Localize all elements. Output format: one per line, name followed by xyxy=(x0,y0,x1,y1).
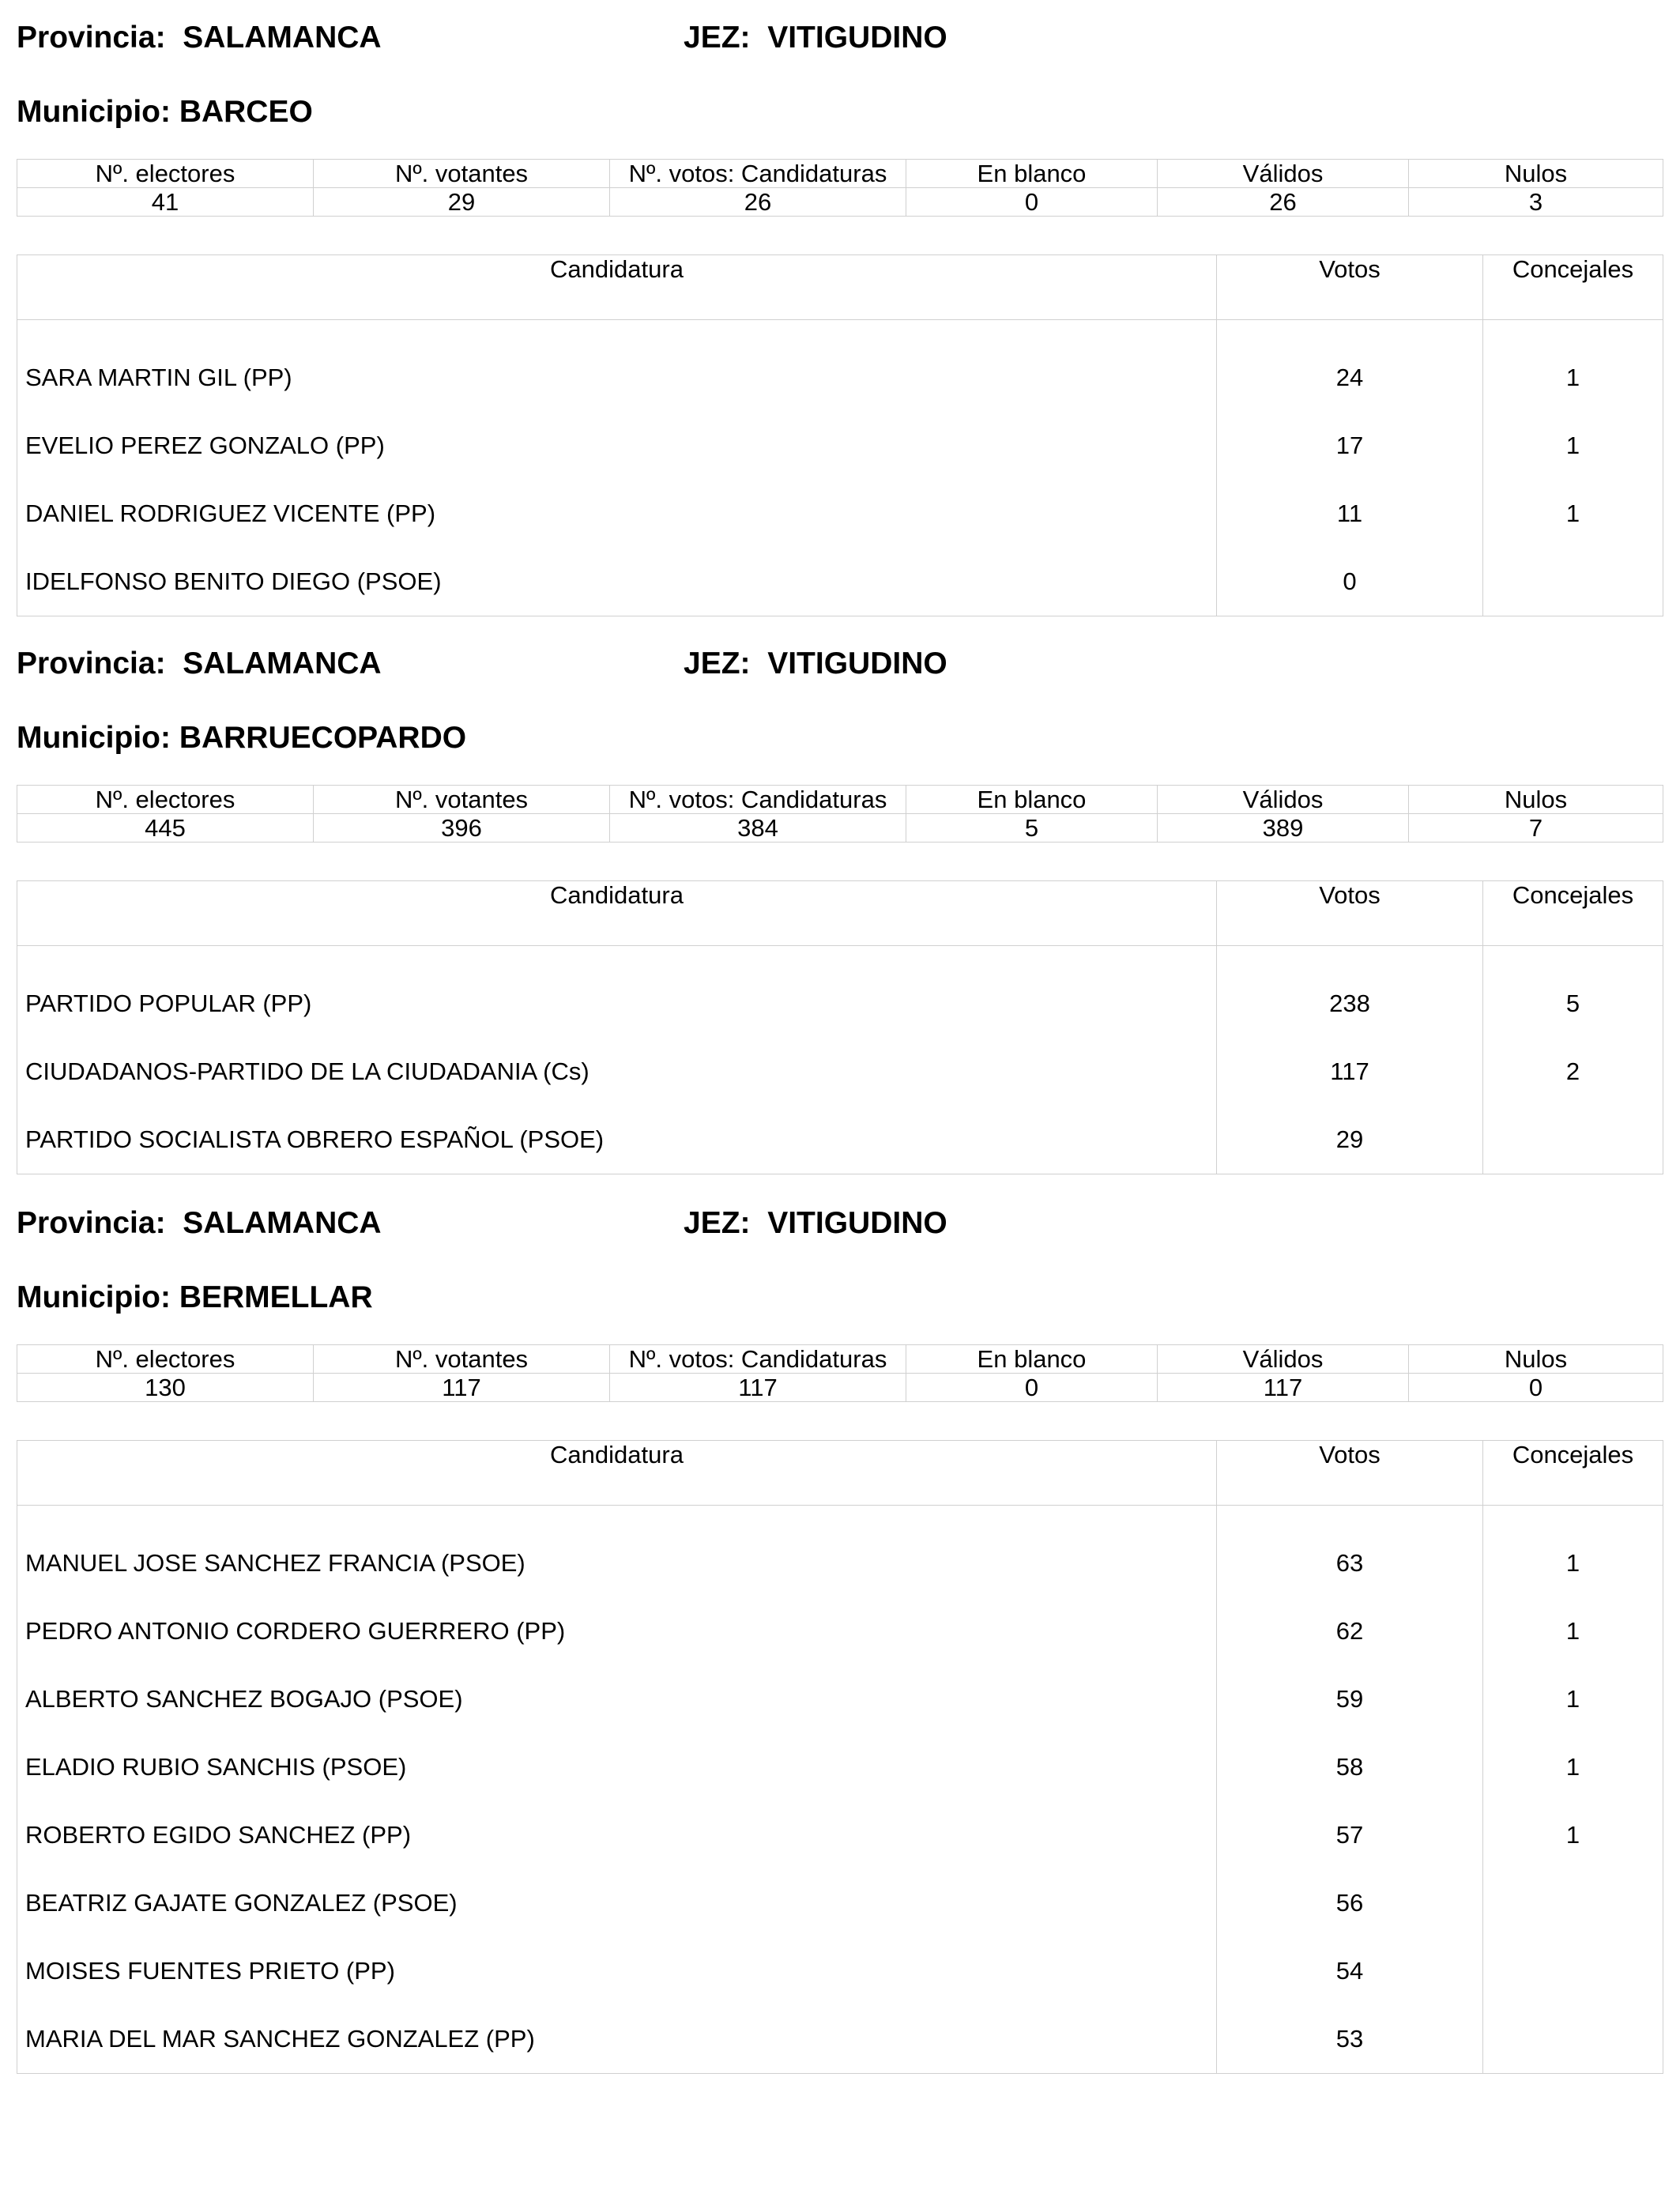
candidate-row xyxy=(17,480,1663,548)
candidatura-header: Candidatura xyxy=(17,255,1217,320)
jez-value: VITIGUDINO xyxy=(767,1206,947,1240)
stats-value-cell: 29 xyxy=(314,188,610,217)
stats-value-cell: 130 xyxy=(17,1374,314,1402)
candidate-concejales: 1 xyxy=(1483,1801,1663,1869)
jez-label: JEZ: xyxy=(684,647,751,680)
candidate-name: MARIA DEL MAR SANCHEZ GONZALEZ (PP) xyxy=(25,2025,535,2053)
candidate-votos: 63 xyxy=(1217,1506,1483,1598)
municipio-value: BARCEO xyxy=(179,95,313,129)
stats-value-row xyxy=(17,814,1663,843)
votos-header: Votos xyxy=(1217,881,1483,946)
stats-value-cell: 0 xyxy=(1409,1374,1663,1402)
candidate-name: ALBERTO SANCHEZ BOGAJO (PSOE) xyxy=(25,1685,463,1713)
municipio-header xyxy=(17,1280,1663,1328)
candidate-row xyxy=(17,412,1663,480)
candidates-table xyxy=(17,1440,1663,2074)
stats-value-row xyxy=(17,1374,1663,1402)
stats-value-cell: 117 xyxy=(1158,1374,1409,1402)
candidate-name: PARTIDO POPULAR (PP) xyxy=(25,990,312,1017)
candidate-name: EVELIO PEREZ GONZALO (PP) xyxy=(25,432,385,459)
municipio-label: Municipio: xyxy=(17,95,171,129)
candidate-concejales: 1 xyxy=(1483,1665,1663,1733)
municipio-label: Municipio: xyxy=(17,1280,171,1314)
stats-table xyxy=(17,1344,1663,1402)
candidate-concejales xyxy=(1483,2005,1663,2074)
municipality-section xyxy=(17,647,1663,1174)
stats-value-cell: 7 xyxy=(1409,814,1663,843)
stats-header-cell: Válidos xyxy=(1158,786,1409,814)
stats-header-row xyxy=(17,786,1663,814)
jez-value: VITIGUDINO xyxy=(767,647,947,680)
municipio-label: Municipio: xyxy=(17,721,171,755)
candidate-name: ROBERTO EGIDO SANCHEZ (PP) xyxy=(25,1821,412,1849)
concejales-header: Concejales xyxy=(1483,1441,1663,1506)
stats-header-cell: Válidos xyxy=(1158,1345,1409,1374)
stats-value-cell: 0 xyxy=(906,1374,1158,1402)
candidate-concejales: 5 xyxy=(1483,946,1663,1039)
candidates-table xyxy=(17,254,1663,616)
candidate-row xyxy=(17,1801,1663,1869)
provincia-value: SALAMANCA xyxy=(183,1206,382,1240)
candidate-votos: 53 xyxy=(1217,2005,1483,2074)
stats-value-cell: 26 xyxy=(1158,188,1409,217)
candidate-name: CIUDADANOS-PARTIDO DE LA CIUDADANIA (Cs) xyxy=(25,1057,590,1085)
candidates-table xyxy=(17,880,1663,1174)
candidates-header-row xyxy=(17,1441,1663,1506)
municipio-header xyxy=(17,721,1663,768)
candidate-concejales: 1 xyxy=(1483,320,1663,413)
stats-header-cell: Nulos xyxy=(1409,160,1663,188)
candidate-row xyxy=(17,1506,1663,1598)
stats-value-cell: 117 xyxy=(610,1374,906,1402)
candidate-row xyxy=(17,1106,1663,1174)
candidate-name: MOISES FUENTES PRIETO (PP) xyxy=(25,1957,395,1985)
candidates-header-row xyxy=(17,255,1663,320)
provincia-value: SALAMANCA xyxy=(183,647,382,680)
province-header xyxy=(17,1206,1663,1253)
candidate-votos: 59 xyxy=(1217,1665,1483,1733)
concejales-header: Concejales xyxy=(1483,881,1663,946)
candidate-row xyxy=(17,1869,1663,1937)
jez-label: JEZ: xyxy=(684,1206,751,1240)
candidate-row xyxy=(17,1733,1663,1801)
stats-table xyxy=(17,159,1663,217)
stats-header-cell: Nº. votantes xyxy=(314,1345,610,1374)
candidate-row xyxy=(17,2005,1663,2074)
votos-header: Votos xyxy=(1217,255,1483,320)
stats-header-cell: Nulos xyxy=(1409,786,1663,814)
stats-value-cell: 445 xyxy=(17,814,314,843)
provincia-label: Provincia: xyxy=(17,21,166,55)
candidate-row xyxy=(17,1665,1663,1733)
candidate-concejales xyxy=(1483,1869,1663,1937)
province-header xyxy=(17,21,1663,68)
candidate-name: BEATRIZ GAJATE GONZALEZ (PSOE) xyxy=(25,1889,458,1917)
province-header xyxy=(17,647,1663,694)
candidate-votos: 117 xyxy=(1217,1038,1483,1106)
stats-header-cell: En blanco xyxy=(906,160,1158,188)
stats-header-row xyxy=(17,1345,1663,1374)
concejales-header: Concejales xyxy=(1483,255,1663,320)
stats-header-cell: Nº. electores xyxy=(17,160,314,188)
stats-header-row xyxy=(17,160,1663,188)
candidate-row xyxy=(17,320,1663,413)
candidate-concejales: 1 xyxy=(1483,480,1663,548)
candidate-row xyxy=(17,548,1663,616)
stats-header-cell: Nº. votos: Candidaturas xyxy=(610,786,906,814)
stats-table xyxy=(17,785,1663,843)
stats-value-cell: 41 xyxy=(17,188,314,217)
stats-header-cell: En blanco xyxy=(906,1345,1158,1374)
candidate-concejales: 1 xyxy=(1483,1733,1663,1801)
stats-value-cell: 117 xyxy=(314,1374,610,1402)
stats-header-cell: Nº. electores xyxy=(17,786,314,814)
candidate-concejales xyxy=(1483,548,1663,616)
stats-header-cell: Nº. votos: Candidaturas xyxy=(610,1345,906,1374)
candidatura-header: Candidatura xyxy=(17,1441,1217,1506)
candidate-name: IDELFONSO BENITO DIEGO (PSOE) xyxy=(25,567,442,595)
candidate-row xyxy=(17,1937,1663,2005)
candidate-votos: 56 xyxy=(1217,1869,1483,1937)
candidate-votos: 54 xyxy=(1217,1937,1483,2005)
candidate-row xyxy=(17,1038,1663,1106)
candidate-votos: 57 xyxy=(1217,1801,1483,1869)
candidate-concejales: 2 xyxy=(1483,1038,1663,1106)
candidate-votos: 24 xyxy=(1217,320,1483,413)
stats-value-cell: 389 xyxy=(1158,814,1409,843)
stats-header-cell: Nulos xyxy=(1409,1345,1663,1374)
municipio-value: BARRUECOPARDO xyxy=(179,721,467,755)
candidate-concejales xyxy=(1483,1106,1663,1174)
stats-value-row xyxy=(17,188,1663,217)
stats-header-cell: En blanco xyxy=(906,786,1158,814)
candidate-votos: 62 xyxy=(1217,1597,1483,1665)
stats-header-cell: Nº. votos: Candidaturas xyxy=(610,160,906,188)
candidate-concejales: 1 xyxy=(1483,1506,1663,1598)
stats-header-cell: Nº. votantes xyxy=(314,786,610,814)
municipio-value: BERMELLAR xyxy=(179,1280,373,1314)
candidatura-header: Candidatura xyxy=(17,881,1217,946)
provincia-label: Provincia: xyxy=(17,1206,166,1240)
jez-value: VITIGUDINO xyxy=(767,21,947,55)
votos-header: Votos xyxy=(1217,1441,1483,1506)
candidate-votos: 29 xyxy=(1217,1106,1483,1174)
candidate-name: PARTIDO SOCIALISTA OBRERO ESPAÑOL (PSOE) xyxy=(25,1125,605,1153)
candidate-name: DANIEL RODRIGUEZ VICENTE (PP) xyxy=(25,499,436,527)
stats-value-cell: 384 xyxy=(610,814,906,843)
provincia-value: SALAMANCA xyxy=(183,21,382,55)
stats-value-cell: 3 xyxy=(1409,188,1663,217)
candidate-concejales xyxy=(1483,1937,1663,2005)
stats-header-cell: Nº. electores xyxy=(17,1345,314,1374)
candidate-name: PEDRO ANTONIO CORDERO GUERRERO (PP) xyxy=(25,1617,566,1645)
municipality-section xyxy=(17,1206,1663,2074)
candidate-name: ELADIO RUBIO SANCHIS (PSOE) xyxy=(25,1753,407,1781)
candidate-votos: 0 xyxy=(1217,548,1483,616)
candidate-votos: 58 xyxy=(1217,1733,1483,1801)
stats-value-cell: 0 xyxy=(906,188,1158,217)
provincia-label: Provincia: xyxy=(17,647,166,680)
stats-value-cell: 396 xyxy=(314,814,610,843)
candidate-concejales: 1 xyxy=(1483,412,1663,480)
municipio-header xyxy=(17,95,1663,142)
candidate-votos: 17 xyxy=(1217,412,1483,480)
candidate-row xyxy=(17,1597,1663,1665)
candidate-votos: 238 xyxy=(1217,946,1483,1039)
candidate-name: MANUEL JOSE SANCHEZ FRANCIA (PSOE) xyxy=(25,1549,525,1577)
jez-label: JEZ: xyxy=(684,21,751,55)
stats-value-cell: 26 xyxy=(610,188,906,217)
stats-header-cell: Nº. votantes xyxy=(314,160,610,188)
candidate-concejales: 1 xyxy=(1483,1597,1663,1665)
stats-value-cell: 5 xyxy=(906,814,1158,843)
candidate-votos: 11 xyxy=(1217,480,1483,548)
candidates-header-row xyxy=(17,881,1663,946)
candidate-row xyxy=(17,946,1663,1039)
stats-header-cell: Válidos xyxy=(1158,160,1409,188)
municipality-section xyxy=(17,21,1663,616)
candidate-name: SARA MARTIN GIL (PP) xyxy=(25,364,292,391)
